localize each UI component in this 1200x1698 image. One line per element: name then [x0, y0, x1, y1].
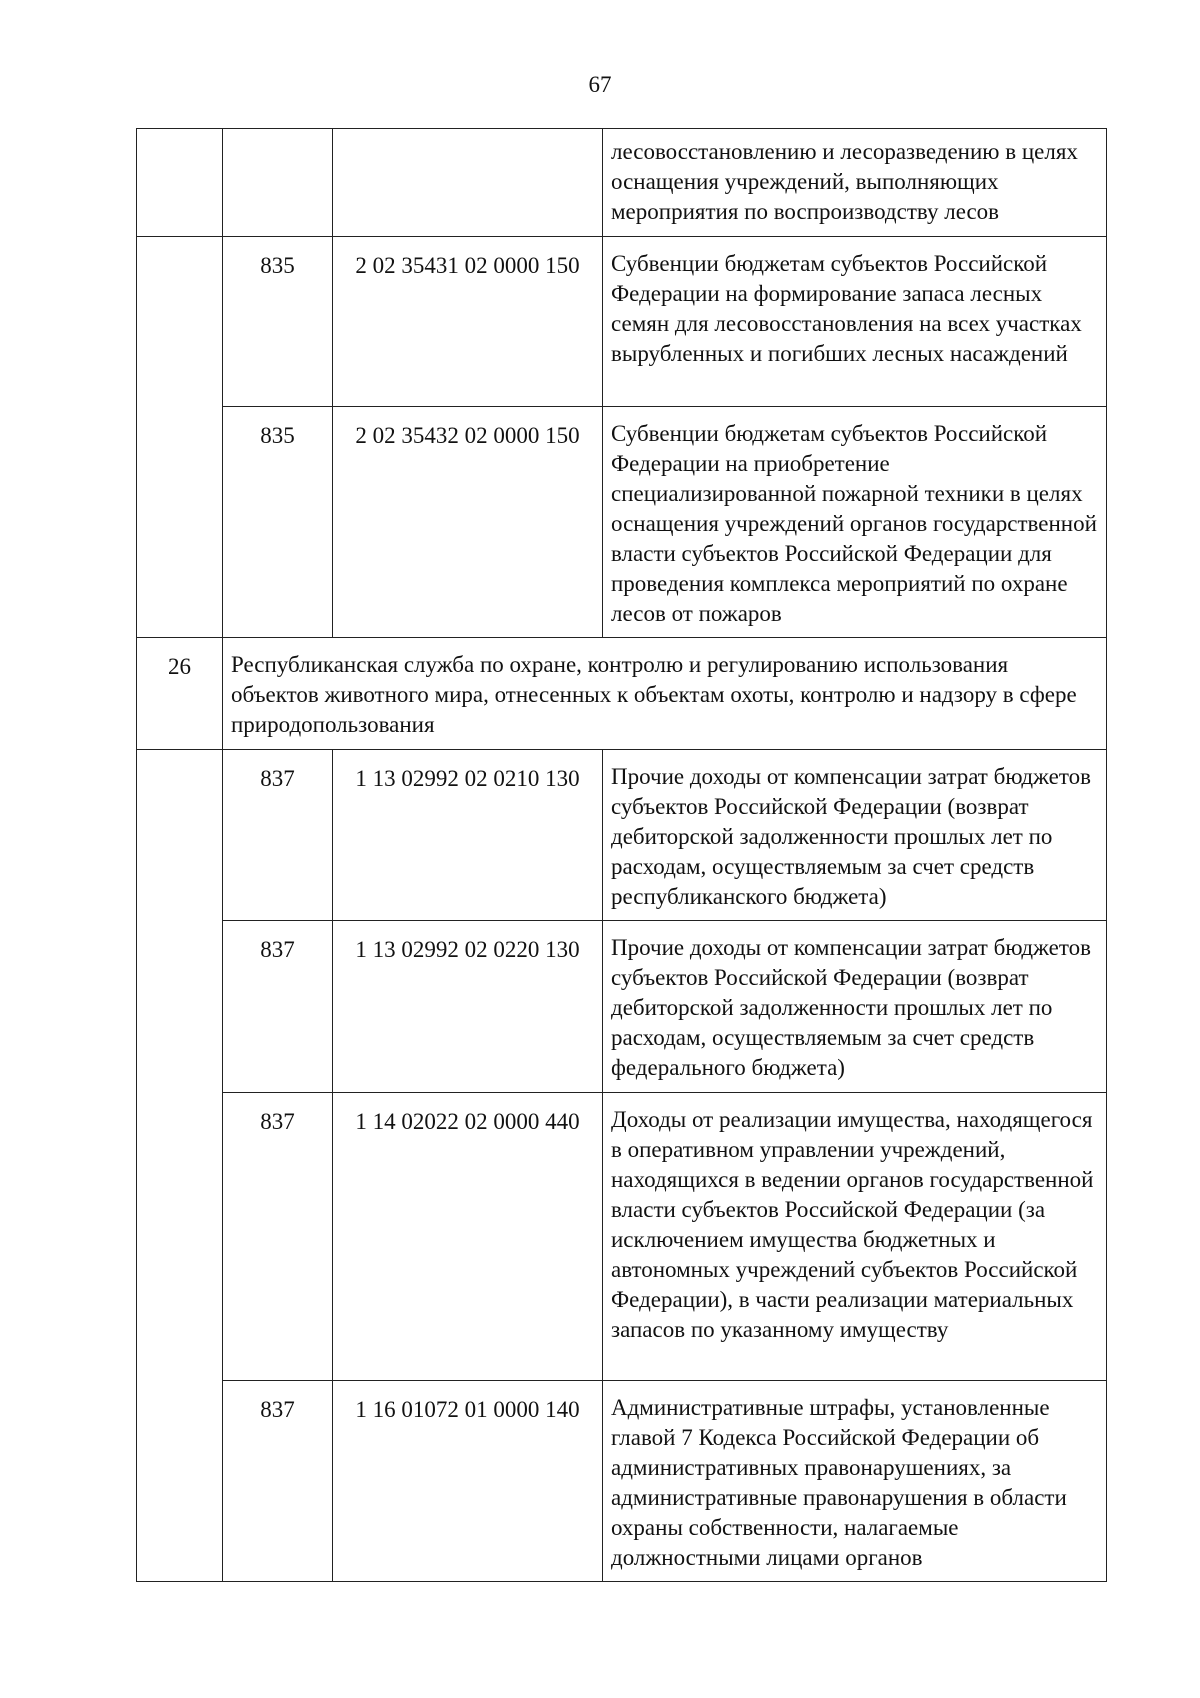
- admin-code-cell: 835: [223, 407, 333, 638]
- admin-code-cell: 837: [223, 921, 333, 1093]
- revenue-code-cell: 2 02 35431 02 0000 150: [333, 237, 603, 407]
- description-cell: Административные штрафы, установленные главой 7 Кодекса Российской Федерации об административных правонарушениях, за административные правонарушения в области охраны собственности, налагаемые должностными лицами органов: [603, 1381, 1107, 1582]
- admin-code-cell: [223, 129, 333, 237]
- section-title: Республиканская служба по охране, контролю и регулированию использования объектов животного мира, отнесенных к объектам охоты, контролю и надзору в сфере природопользования: [223, 638, 1107, 750]
- description-cell: лесовосстановлению и лесоразведению в целях оснащения учреждений, выполняющих мероприятия по воспроизводству лесов: [603, 129, 1107, 237]
- admin-code-cell: 837: [223, 750, 333, 921]
- table-row: [137, 237, 1107, 407]
- description-cell: Субвенции бюджетам субъектов Российской Федерации на формирование запаса лесных семян для лесовосстановления на всех участках вырубленных и погибших лесных насаждений: [603, 237, 1107, 407]
- revenue-code-cell: 2 02 35432 02 0000 150: [333, 407, 603, 638]
- table-row: [137, 750, 1107, 921]
- revenue-code-cell: [333, 129, 603, 237]
- revenue-code-cell: 1 16 01072 01 0000 140: [333, 1381, 603, 1582]
- index-cell: [137, 750, 223, 1582]
- revenue-code-cell: 1 13 02992 02 0220 130: [333, 921, 603, 1093]
- revenue-table: [136, 128, 1107, 1582]
- admin-code-cell: 837: [223, 1093, 333, 1381]
- page-number: 67: [588, 72, 612, 97]
- table-row: [137, 407, 1107, 638]
- section-row: [137, 638, 1107, 750]
- index-cell: [137, 237, 223, 638]
- index-cell: [137, 129, 223, 237]
- description-cell: Субвенции бюджетам субъектов Российской Федерации на приобретение специализированной пожарной техники в целях оснащения учреждений органов государственной власти субъектов Российской Федерации для проведения комплекса мероприятий по охране лесов от пожаров: [603, 407, 1107, 638]
- table-row: [137, 1093, 1107, 1381]
- description-cell: Прочие доходы от компенсации затрат бюджетов субъектов Российской Федерации (возврат дебиторской задолженности прошлых лет по расходам, осуществляемым за счет средств республиканского бюджета): [603, 750, 1107, 921]
- table-row: [137, 129, 1107, 237]
- revenue-code-cell: 1 14 02022 02 0000 440: [333, 1093, 603, 1381]
- admin-code-cell: 835: [223, 237, 333, 407]
- admin-code-cell: 837: [223, 1381, 333, 1582]
- description-cell: Прочие доходы от компенсации затрат бюджетов субъектов Российской Федерации (возврат дебиторской задолженности прошлых лет по расходам, осуществляемым за счет средств федерального бюджета): [603, 921, 1107, 1093]
- table-row: [137, 921, 1107, 1093]
- description-cell: Доходы от реализации имущества, находящегося в оперативном управлении учреждений, находящихся в ведении органов государственной власти субъектов Российской Федерации (за исключением имущества бюджетных и автономных учреждений субъектов Российской Федерации), в части реализации материальных запасов по указанному имуществу: [603, 1093, 1107, 1381]
- revenue-code-cell: 1 13 02992 02 0210 130: [333, 750, 603, 921]
- table-row: [137, 1381, 1107, 1582]
- section-index: 26: [137, 638, 223, 750]
